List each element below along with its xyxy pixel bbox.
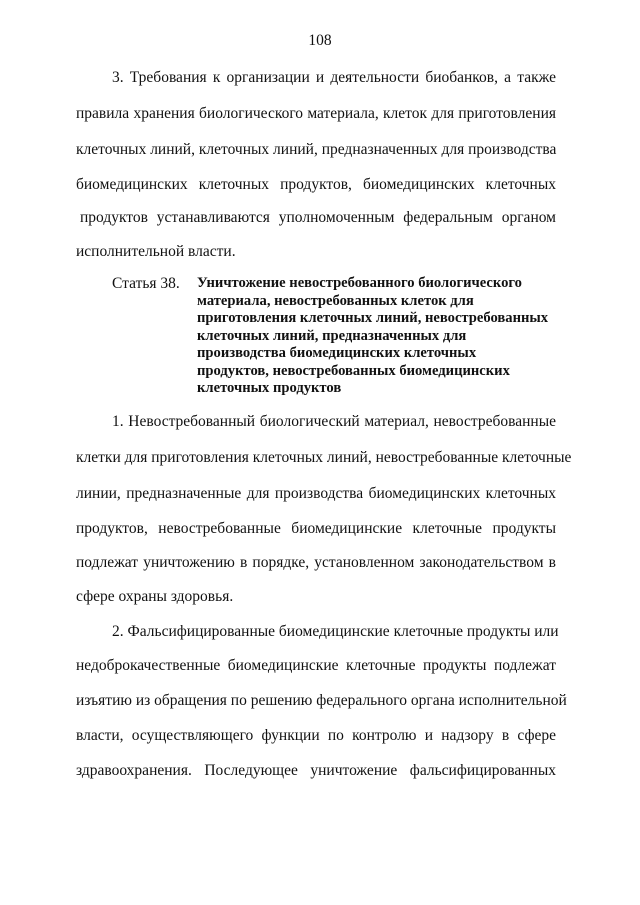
paragraph-line: власти, осуществляющего функции по контролю и надзору в сфере [76, 727, 556, 744]
article-title-line: клеточных линий, предназначенных для [197, 327, 467, 344]
paragraph-line: продуктов устанавливаются уполномоченным федеральным органом [80, 209, 556, 226]
paragraph-line: клетки для приготовления клеточных линий, невостребованные клеточные [76, 449, 572, 466]
article-label: Статья 38. [112, 275, 180, 292]
paragraph-line: правила хранения биологического материала, клеток для приготовления [76, 105, 556, 122]
page-number: 108 [308, 32, 332, 49]
article-title-line: Уничтожение невостребованного биологического [197, 275, 522, 291]
article-title-line: материала, невостребованных клеток для [197, 292, 474, 309]
paragraph-line: 2. Фальсифицированные биомедицинские клеточные продукты или [112, 623, 559, 640]
article-title-line: производства биомедицинских клеточных [197, 345, 477, 361]
paragraph-line: клеточных линий, клеточных линий, предназначенных для производства [76, 141, 557, 158]
paragraph-line: линии, предназначенные для производства биомедицинских клеточных [76, 485, 556, 502]
paragraph-line: изъятию из обращения по решению федерального органа исполнительной [76, 692, 567, 709]
paragraph-line: 3. Требования к организации и деятельности биобанков, а также [112, 69, 556, 86]
paragraph-line: исполнительной власти. [76, 243, 236, 260]
paragraph-line: здравоохранения. Последующее уничтожение фальсифицированных [76, 762, 556, 779]
paragraph-line: сфере охраны здоровья. [76, 588, 234, 605]
paragraph-line: продуктов, невостребованные биомедицинские клеточные продукты [76, 520, 556, 537]
paragraph-line: 1. Невостребованный биологический материал, невостребованные [112, 413, 556, 430]
article-title [197, 275, 567, 398]
article-title-line: продуктов, невостребованных биомедицинских [197, 362, 510, 379]
paragraph-line: недоброкачественные биомедицинские клеточные продукты подлежат [76, 657, 556, 674]
paragraph-line: биомедицинских клеточных продуктов, биомедицинских клеточных [76, 176, 556, 193]
article-title-line: приготовления клеточных линий, невостребованных [197, 310, 549, 326]
paragraph-line: подлежат уничтожению в порядке, установленном законодательством в [76, 554, 556, 571]
article-title-line: клеточных продуктов [197, 380, 342, 396]
